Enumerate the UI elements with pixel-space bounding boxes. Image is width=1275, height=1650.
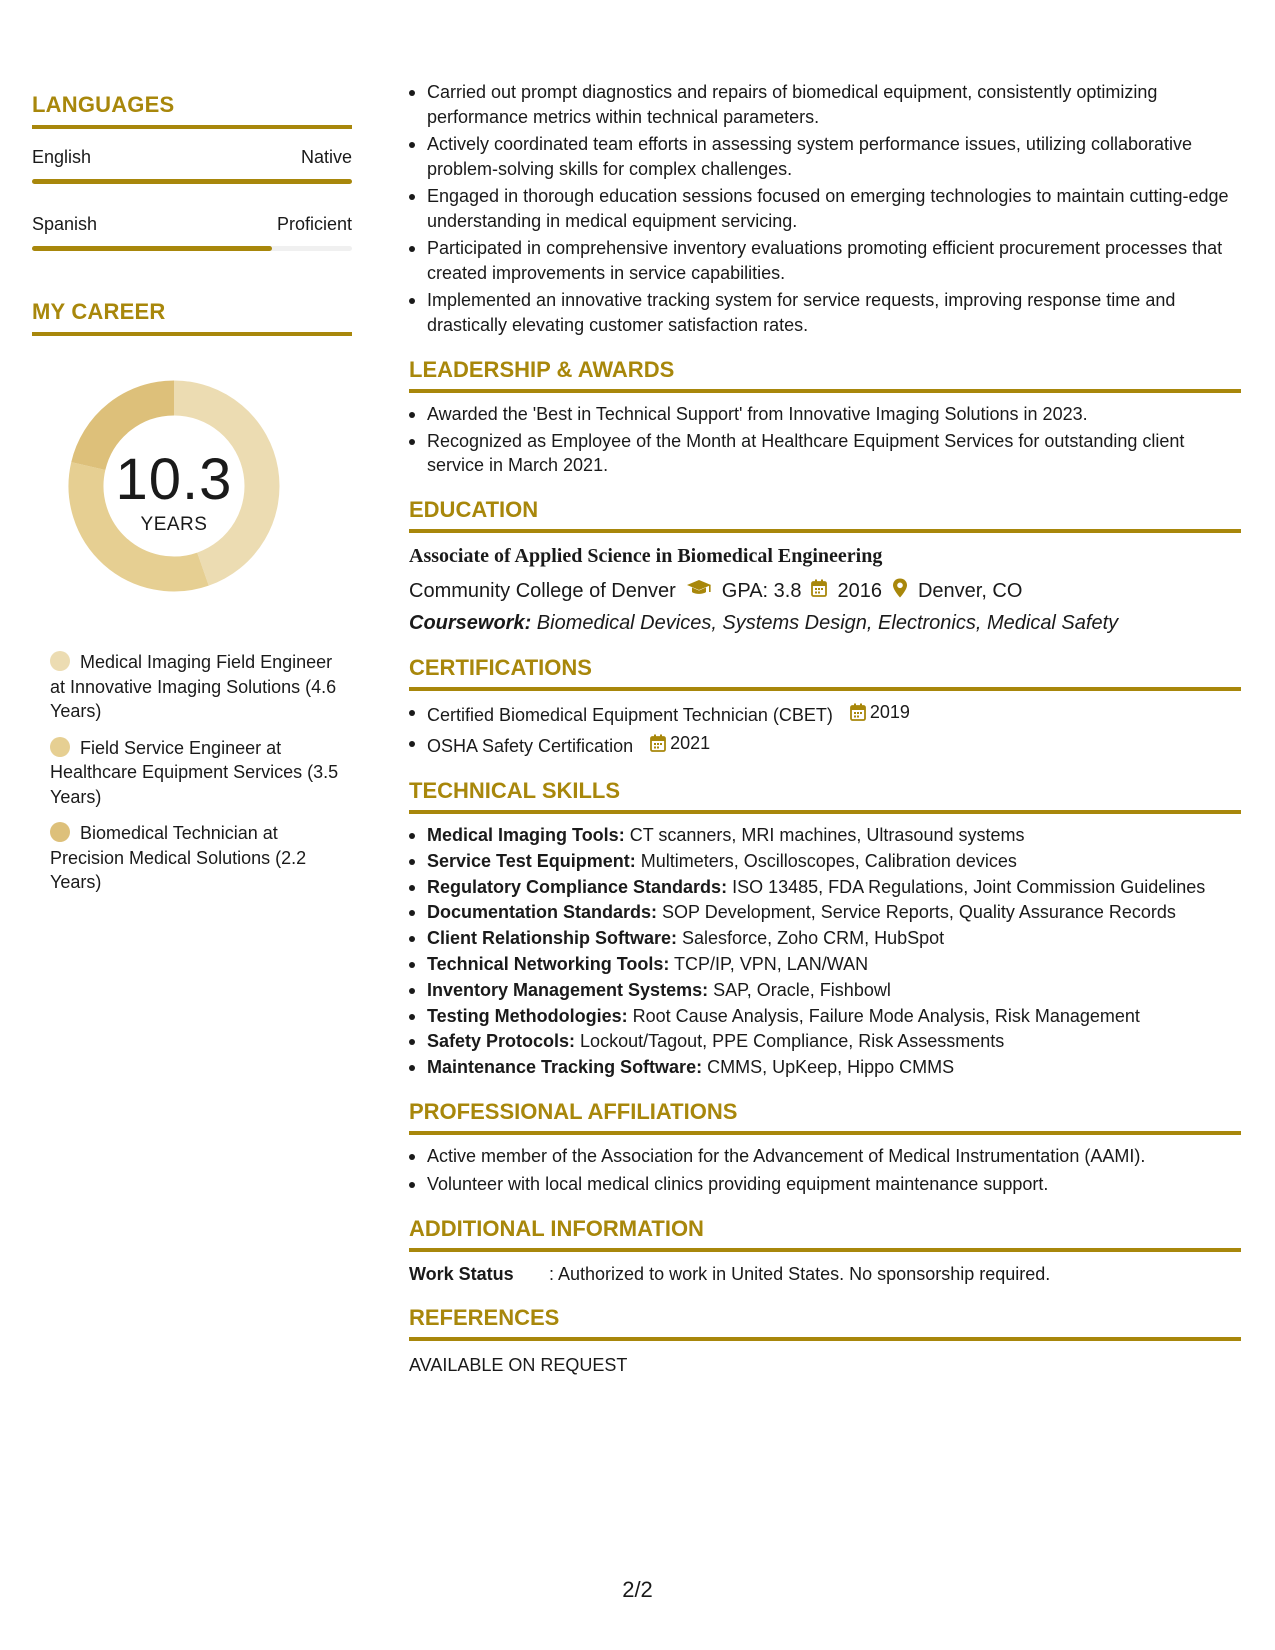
career-legend-item [50,650,340,724]
skill-label: Inventory Management Systems: [427,979,709,1000]
education-coursework [409,612,1241,635]
skills-section [409,778,1241,1079]
skill-label: Technical Networking Tools: [427,953,670,974]
calendar-icon [850,703,866,721]
skill-label: Documentation Standards: [427,902,658,923]
language-level: Proficient [276,214,352,234]
affiliations-title: PROFESSIONAL AFFILIATIONS [409,1099,738,1125]
skill-item [409,875,1241,899]
leadership-section [409,357,1241,477]
experience-bullet: Engaged in thorough education sessions focused on emerging technologies to maintain cutting-edge understanding in medical equipment servicing. [409,184,1241,233]
location-pin-icon [892,578,908,604]
education-meta [409,578,1241,604]
career-legend-label: Biomedical Technician at Precision Medical Solutions (2.2 Years) [50,823,307,892]
section-rule [409,810,1241,814]
skill-label: Client Relationship Software: [427,928,678,949]
skill-value: Lockout/Tagout, PPE Compliance, Risk Assessments [575,1031,1005,1052]
skill-label: Medical Imaging Tools: [427,825,625,845]
skill-value: CMMS, UpKeep, Hippo CMMS [702,1057,955,1078]
work-status-row [409,1264,1241,1285]
certification-name: Certified Biomedical Equipment Technician (CBET) [427,705,833,725]
career-legend [50,650,340,895]
legend-dot-icon [50,822,70,842]
skill-value: SAP, Oracle, Fishbowl [708,979,891,1000]
skill-item [409,823,1241,847]
skill-item [409,1004,1241,1028]
legend-dot-icon [50,651,70,671]
legend-dot-icon [50,737,70,757]
certification-item [409,700,1241,727]
certifications-section [409,655,1241,758]
section-rule [409,1248,1241,1252]
skill-item [409,1029,1241,1053]
career-legend-label: Medical Imaging Field Engineer at Innovative Imaging Solutions (4.6 Years) [50,652,337,721]
right-column [409,80,1241,1376]
leadership-title: LEADERSHIP & AWARDS [409,357,675,382]
skill-label: Maintenance Tracking Software: [427,1057,703,1078]
skill-value: TCP/IP, VPN, LAN/WAN [669,953,869,974]
skill-value: CT scanners, MRI machines, Ultrasound systems [624,825,1025,845]
affiliation-item: Volunteer with local medical clinics providing equipment maintenance support. [409,1172,1241,1196]
skill-item [409,849,1241,873]
section-rule [409,1131,1241,1135]
skill-label: Regulatory Compliance Standards: [427,876,728,897]
calendar-icon [650,734,666,752]
award-item: Awarded the 'Best in Technical Support' from Innovative Imaging Solutions in 2023. [409,402,1241,426]
page-number: 2/2 [622,1577,653,1602]
skill-value: SOP Development, Service Reports, Quality Assurance Records [657,902,1176,923]
skill-item [409,1055,1241,1079]
education-section [409,497,1241,635]
career-legend-label: Field Service Engineer at Healthcare Equipment Services (3.5 Years) [50,737,339,807]
certification-name: OSHA Safety Certification [427,736,634,756]
experience-bullet: Carried out prompt diagnostics and repairs of biomedical equipment, consistently optimizing performance metrics within technical parameters. [409,80,1241,129]
coursework-list: Biomedical Devices, Systems Design, Electronics, Medical Safety [531,612,1119,634]
coursework-label: Coursework: [409,612,532,634]
language-bar-fill [32,179,352,184]
calendar-icon [811,579,827,603]
additional-section [409,1216,1241,1285]
languages-title: LANGUAGES [32,92,175,117]
education-year: 2016 [837,579,882,602]
graduation-cap-icon [686,579,712,603]
career-total-unit: YEARS [140,514,208,535]
language-item [32,214,352,251]
language-level: Native [300,147,352,167]
skill-label: Safety Protocols: [427,1031,576,1052]
skill-item [409,900,1241,924]
section-rule [409,1337,1241,1341]
career-rule [32,332,352,336]
affiliations-section [409,1099,1241,1196]
skill-value: Root Cause Analysis, Failure Mode Analysis, Risk Management [627,1005,1140,1026]
section-rule [409,389,1241,393]
additional-title: ADDITIONAL INFORMATION [409,1216,704,1242]
language-bar-fill [32,246,272,251]
skill-item [409,952,1241,976]
career-legend-item [50,736,340,810]
languages-section [32,92,352,251]
language-bar-track [32,179,352,184]
left-column [32,92,352,907]
skill-item [409,926,1241,950]
language-item [32,147,352,184]
certification-year: 2019 [869,702,910,722]
skill-value: ISO 13485, FDA Regulations, Joint Commission Guidelines [727,876,1206,897]
education-school: Community College of Denver [409,579,676,602]
section-rule [409,687,1241,691]
career-donut-chart [62,374,302,614]
skills-title: TECHNICAL SKILLS [409,778,621,803]
education-degree: Associate of Applied Science in Biomedical Engineering [409,545,883,567]
experience-bullet: Actively coordinated team efforts in assessing system performance issues, utilizing collaborative problem-solving skills for complex challenges. [409,132,1241,181]
skill-item [409,978,1241,1002]
skill-label: Service Test Equipment: [427,850,636,871]
language-bar-track [32,246,352,251]
career-title: MY CAREER [32,299,166,324]
experience-bullet: Implemented an innovative tracking system for service requests, improving response time and drastically elevating customer satisfaction rates. [409,288,1241,337]
work-status-label: Work Status [409,1264,514,1285]
career-legend-item [50,821,340,895]
section-rule [409,529,1241,533]
skill-label: Testing Methodologies: [427,1005,628,1026]
skill-value: Multimeters, Oscilloscopes, Calibration devices [635,850,1017,871]
language-name: Spanish [32,214,98,234]
references-section [409,1305,1241,1376]
work-status-value: : Authorized to work in United States. No sponsorship required. [549,1264,1051,1285]
award-item: Recognized as Employee of the Month at Healthcare Equipment Services for outstanding client service in March 2021. [409,429,1241,477]
education-gpa: GPA: 3.8 [721,579,802,602]
language-name: English [32,147,92,167]
education-title: EDUCATION [409,497,539,522]
education-location: Denver, CO [917,579,1023,602]
career-section [32,299,352,895]
affiliation-item: Active member of the Association for the Advancement of Medical Instrumentation (AAMI). [409,1144,1241,1168]
certifications-title: CERTIFICATIONS [409,655,592,680]
certification-year: 2021 [670,733,711,753]
experience-bullet: Participated in comprehensive inventory evaluations promoting efficient procurement processes that created improvements in service capabilities. [409,236,1241,285]
career-total-years: 10.3 [115,447,233,512]
experience-bullets [409,80,1241,337]
certification-item [409,731,1241,758]
references-title: REFERENCES [409,1305,560,1331]
languages-rule [32,125,352,129]
skill-value: Salesforce, Zoho CRM, HubSpot [677,928,945,949]
references-text: AVAILABLE ON REQUEST [409,1355,628,1376]
